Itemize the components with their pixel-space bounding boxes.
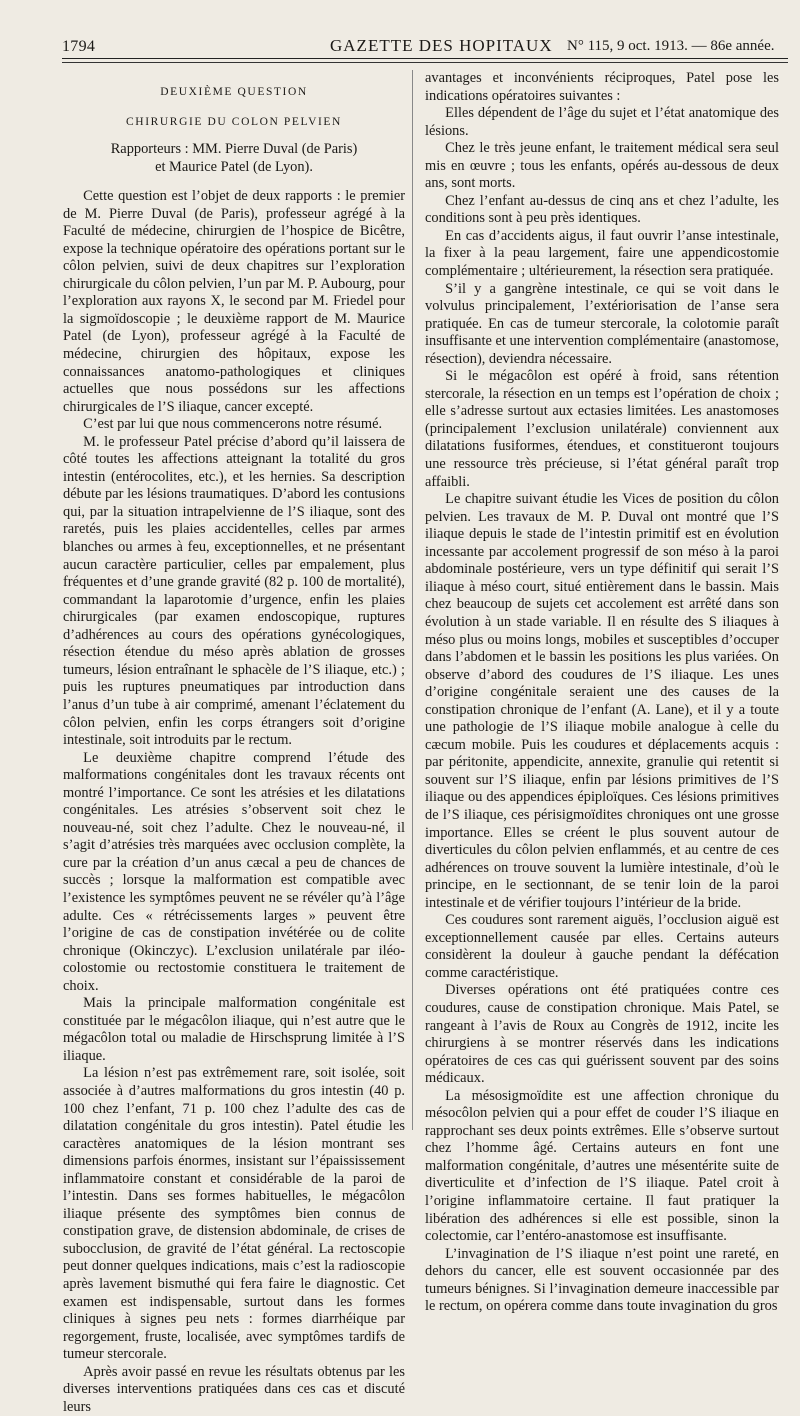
paragraph: En cas d’accidents aigus, il faut ouvrir l’anse intestinale, la fixer à la peau largement, faire une appendicostomie complémentaire ; ultérieurement, la résection sera pratiquée. <box>425 227 779 280</box>
paragraph: Elles dépendent de l’âge du sujet et l’état anatomique des lésions. <box>425 105 779 139</box>
paragraph: C’est par lui que nous commencerons notre résumé. <box>83 416 383 433</box>
paragraph: Diverses opérations ont été pratiquées contre ces coudures, cause de constipation chronique. Mais Patel, se rangeant à l’avis de Roux au Congrès de 1912, incite les chirurgiens à se montrer réservés dans les indications opératoires de ces cas qui guérissent souvent par des soins médicaux. <box>425 982 779 1087</box>
paragraph: L’invagination de l’S iliaque n’est point une rareté, en dehors du cancer, elle est souvent occasionnée par des tumeurs bénignes. Si l’invagination demeure inaccessible par le rectum, on opérera comme dans toute invagination du gros <box>425 1245 779 1315</box>
paragraph: La lésion n’est pas extrêmement rare, soit isolée, soit associée à d’autres malformations du gros intestin (40 p. 100 chez l’enfant, 71 p. 100 chez l’adulte des cas de dilatation congénitale du gros intestin). Patel étudie les caractères anatomiques de la lésion montrant ses dimensions parfois énormes, insistant sur l’épaississement inflammatoire constant et considérable de la paroi de l’intestin. Dans ses formes habituelles, le mégacôlon iliaque présente des symptômes bien connus de constipation grave, de distension abdominale, de crises de subocclusion, de gravité de l’état général. La rectoscopie peut donner quelques indications, mais c’est la radioscopie après lavement bismuthé qui fera faire le diagnostic. Cet examen est indispensable, surtout dans les formes cliniques à signes peu nets : formes diarrhéique par regorgement, fruste, localisée, avec symptômes tardifs de tumeur stercorale. <box>63 1065 405 1363</box>
column-divider <box>412 70 413 1130</box>
paragraph: Ces coudures sont rarement aiguës, l’occlusion aiguë est exceptionnellement causée par elles. Certains auteurs considèrent la douleur à gauche pendant la défécation comme caractéristique. <box>425 912 779 981</box>
paragraph: M. le professeur Patel précise d’abord qu’il laissera de côté toutes les affections atteignant la totalité du gros intestin (entérocolites, etc.), et les hernies. Sa description débute par les lésions traumatiques. D’abord les contusions qui, par la situation intrapelvienne de l’S iliaque, sont des raretés, puis les plaies accidentelles, celles par armes blanches ou armes à feu, exceptionnelles, et ne présentant aucun caractère particulier, celles par empalement, plus fréquentes et d’une grande gravité (82 p. 100 de mortalité), commandant la laparotomie d’urgence, enfin les plaies chirurgicales (par examen endoscopique, ruptures d’adhérences au cours des opérations gynécologiques, résection étendue du méso après ablation de grosses tumeurs, lésion entraînant le sphacèle de l’S iliaque, etc.) ; puis les ruptures pneumatiques par introduction dans l’anus d’un tube à air comprimé, amenant l’éclatement du côlon pelvien, enfin les corps étrangers soit d’origine intestinale, soit introduits par le rectum. <box>63 433 405 749</box>
left-column <box>63 70 405 1416</box>
paragraph: La mésosigmoïdite est une affection chronique du mésocôlon pelvien qui a pour effet de couder l’S iliaque en rapprochant ses deux points extrêmes. Elle s’observe surtout chez l’homme âgé. Certains auteurs en font une malformation congénitale, d’autres une mésentérite suite de diverticulite et d’infection de l’S iliaque. Patel croit à l’origine inflammatoire certaine. Il faut pratiquer la libération des adhérences si elle est possible, sinon la colectomie, car l’entéro-anastomose est insuffisante. <box>425 1087 779 1245</box>
page-header <box>0 0 800 60</box>
section-heading: DEUXIÈME QUESTION <box>160 86 308 98</box>
paragraph: Le chapitre suivant étudie les Vices de position du côlon pelvien. Les travaux de M. P. Duval ont montré que l’S iliaque depuis le stade de l’intestin primitif est en évolution incessante par accolement progressif de son méso à la paroi abdominale postérieure, vers un type définitif qui serait l’S iliaque à méso court, situé entièrement dans le bassin. Mais chez beaucoup de sujets cet accolement est arrêté dans son évolution à un stade variable. Il en résulte des S iliaques à méso plus ou moins longs, mobiles et susceptibles d’occuper dans l’abdomen et le bassin les positions les plus variées. On observe d’abord des coudures de l’S iliaque. Les unes d’origine congénitale seraient une des causes de la constipation chronique de l’enfant (A. Lane), et il y a toute une pathologie de l’S iliaque mobile analogue à celle du cæcum mobile. Puis les coudures et déplacements acquis : par péritonite, appendicite, annexite, granulie qui retentit si souvent sur l’S iliaque, enfin par lésions primitives de l’S iliaque ou des appendices épiploïques. Ces lésions primitives de l’S iliaque, ces périsigmoïdites chroniques ont une grosse importance. Elles se créent le plus souvent autour de diverticules du côlon pelvien enflammés, et au centre de ces adhérences on trouve souvent la lumière intestinale, d’où le principe, en le sectionnant, de se tenir loin de la paroi intestinale et de vérifier toujours l’intérieur de la bride. <box>425 491 779 911</box>
rapporteurs-line-2: et Maurice Patel (de Lyon). <box>155 158 313 175</box>
paragraph: Mais la principale malformation congénitale est constituée par le mégacôlon iliaque, qui n’est autre que le mégacôlon total ou maladie de Hirschsprung limitée à l’S iliaque. <box>63 995 405 1064</box>
paragraph: Chez l’enfant au-dessus de cinq ans et chez l’adulte, les conditions sont à peu près identiques. <box>425 192 779 227</box>
rapporteurs <box>63 141 405 176</box>
paragraph: avantages et inconvénients réciproques, Patel pose les indications opératoires suivantes : <box>425 70 779 104</box>
paragraph: Le deuxième chapitre comprend l’étude des malformations congénitales dont les travaux récents ont montré l’importance. Ce sont les atrésies et les dilatations congénitales. Les atrésies s’observent soit chez le nouveau-né, soit chez l’adulte. Chez le nouveau-né, il s’agit d’atrésies très marquées avec occlusion complète, la cure par la création d’un anus cæcal a peu de chances de succès ; lorsque la malformation est compatible avec l’existence les symptômes peuvent ne se révéler qu’à l’âge adulte. Ces « rétrécissements larges » peuvent être l’origine de cas de constipation invétérée ou de colite chronique (Okinczyc). L’exclusion unilatérale par iléo-colostomie ou rectostomie constituera le traitement de choix. <box>63 749 405 994</box>
article-title: CHIRURGIE DU COLON PELVIEN <box>126 115 342 128</box>
header-rule <box>62 58 788 59</box>
paragraph: S’il y a gangrène intestinale, ce qui se voit dans le volvulus principalement, l’extériorisation de l’anse sera pratiquée. En cas de tumeur stercorale, la colotomie paraît insuffisante et une intervention complémentaire (anastomose, résection), deviendra nécessaire. <box>425 280 779 367</box>
paragraph: Cette question est l’objet de deux rapports : le premier de M. Pierre Duval (de Paris), professeur agrégé à la Faculté de médecine, chirurgien de l’hospice de Bicêtre, expose la technique opératoire des opérations portant sur le côlon pelvien, suivi de deux chapitres sur l’exploration chirurgicale du côlon pelvien, l’un par M. P. Aubourg, pour l’exploration aux rayons X, le second par M. Friedel pour la sigmoïdoscopie ; le deuxième rapport de M. Maurice Patel (de Lyon), professeur agrégé à la Faculté de médecine, chirurgien des hôpitaux, expose les connaissances anatomo-pathologiques et cliniques actuelles que nous possédons sur les affections chirurgicales de l’S iliaque, cancer excepté. <box>63 188 405 415</box>
journal-title: GAZETTE DES HOPITAUX <box>330 36 553 55</box>
header-rule-secondary <box>62 62 788 63</box>
paragraph: Chez le très jeune enfant, le traitement médical sera seul mis en œuvre ; tous les enfants, opérés au-dessous de deux ans, sont morts. <box>425 140 779 192</box>
issue-info: N° 115, 9 oct. 1913. — 86e année. <box>567 38 775 54</box>
paragraph: Après avoir passé en revue les résultats obtenus par les diverses interventions pratiquées dans ces cas et discuté leurs <box>63 1363 405 1415</box>
paragraph: Si le mégacôlon est opéré à froid, sans rétention stercorale, la résection en un temps est l’opération de choix ; elle s’adresse surtout aux ectasies limitées. Les anastomoses (principalement l’exclusion unilatérale) conviennent aux dilatations fusiformes, étendues, et constitueront toujours une ressource très précieuse, si l’état général paraît trop affaibli. <box>425 368 779 490</box>
right-column <box>425 70 779 1316</box>
rapporteurs-line-1: Rapporteurs : MM. Pierre Duval (de Paris) <box>110 141 358 158</box>
page-number: 1794 <box>62 38 96 55</box>
